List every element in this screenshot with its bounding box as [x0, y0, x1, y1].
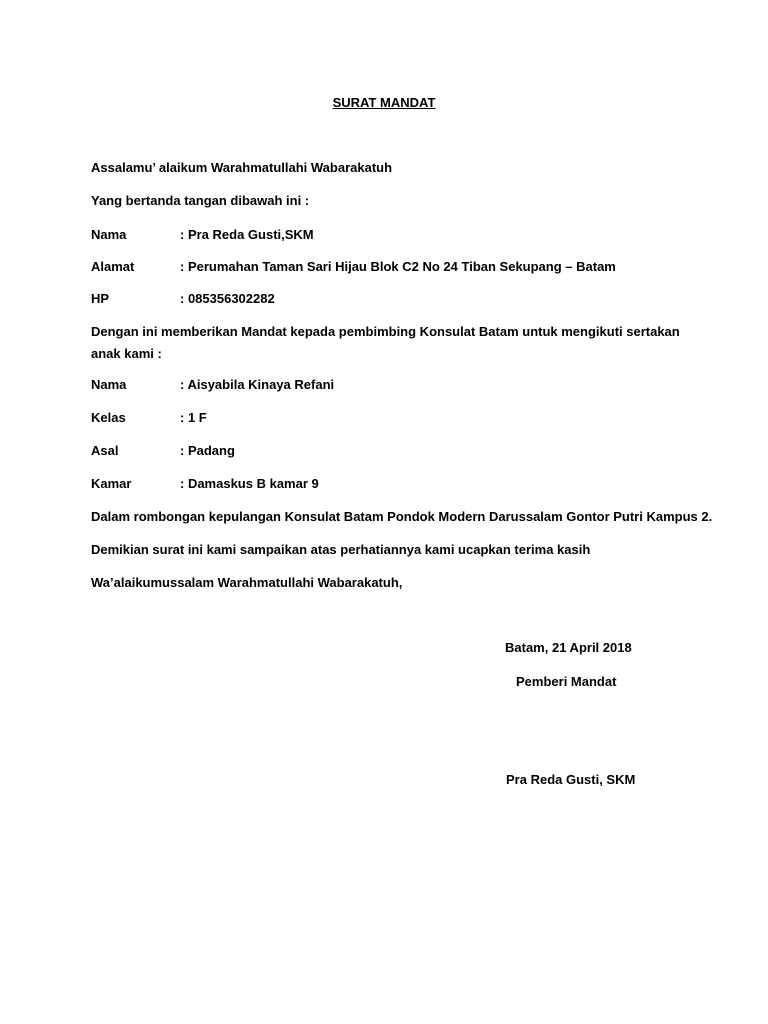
signer-address-row — [91, 259, 616, 274]
child-room-value: : Damaskus B kamar 9 — [180, 476, 319, 491]
child-room-row — [91, 476, 319, 491]
giver-label: Pemberi Mandat — [516, 674, 617, 689]
child-name-label: Nama — [91, 377, 127, 392]
signer-name-label: Nama — [91, 227, 127, 242]
child-class-label: Kelas — [91, 410, 126, 425]
closing-greeting: Wa’alaikumussalam Warahmatullahi Wabarakatuh, — [91, 575, 403, 590]
intro-text: Yang bertanda tangan dibawah ini : — [91, 193, 310, 208]
child-class-value: : 1 F — [180, 410, 207, 425]
document-title: SURAT MANDAT — [332, 95, 436, 110]
child-class-row — [91, 410, 207, 425]
signer-name-row — [91, 227, 314, 242]
signer-phone-row — [91, 291, 275, 306]
closing-paragraph: Demikian surat ini kami sampaikan atas perhatiannya kami ucapkan terima kasih — [91, 542, 591, 557]
place-date: Batam, 21 April 2018 — [505, 640, 632, 655]
signer-address-value: : Perumahan Taman Sari Hijau Blok C2 No 24 Tiban Sekupang – Batam — [180, 259, 616, 274]
signer-phone-label: HP — [91, 291, 110, 306]
child-origin-row — [91, 443, 235, 458]
signer-signature-name: Pra Reda Gusti, SKM — [506, 772, 636, 787]
child-name-value: : Aisyabila Kinaya Refani — [180, 377, 335, 392]
child-name-row — [91, 377, 334, 392]
child-origin-value: : Padang — [180, 443, 235, 458]
signer-address-label: Alamat — [91, 259, 135, 274]
greeting: Assalamu’ alaikum Warahmatullahi Wabarakatuh — [91, 160, 393, 175]
group-paragraph: Dalam rombongan kepulangan Konsulat Batam Pondok Modern Darussalam Gontor Putri Kampus 2. — [91, 509, 713, 524]
signer-phone-value: : 085356302282 — [180, 291, 275, 306]
mandate-paragraph: Dengan ini memberikan Mandat kepada pembimbing Konsulat Batam untuk mengikuti sertakan anak kami : — [91, 324, 680, 361]
child-room-label: Kamar — [91, 476, 132, 491]
child-origin-label: Asal — [91, 443, 119, 458]
signer-name-value: : Pra Reda Gusti,SKM — [180, 227, 314, 242]
